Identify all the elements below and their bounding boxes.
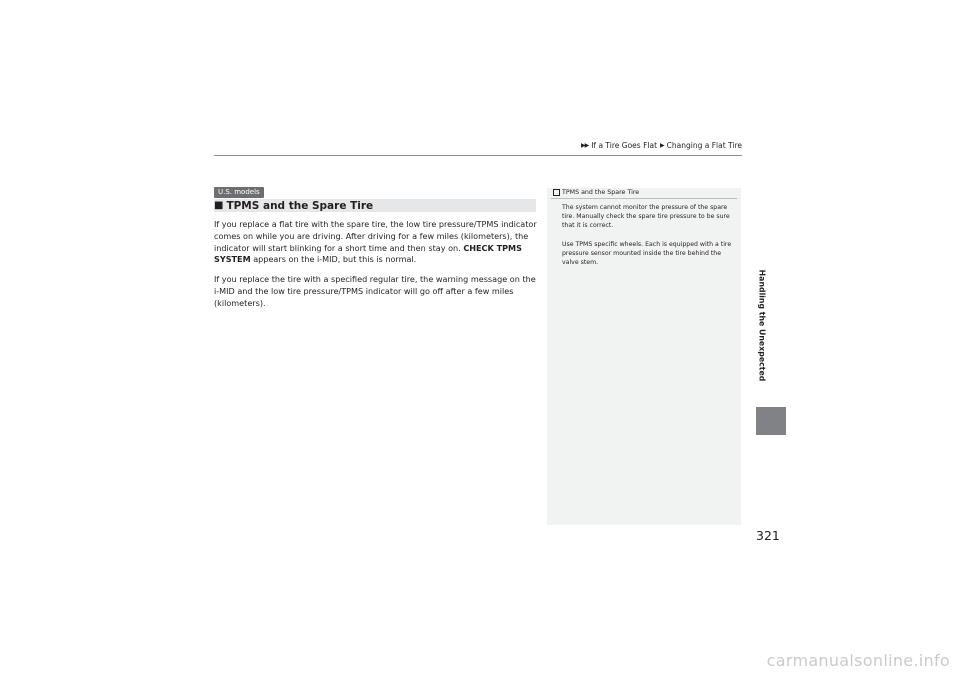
breadcrumb-item-flat-tire[interactable]: If a Tire Goes Flat — [591, 141, 658, 150]
p1-text-after: appears on the i-MID, but this is normal. — [253, 254, 417, 265]
page-number: 321 — [756, 528, 780, 543]
chapter-tab-label — [756, 250, 768, 400]
sidenote-paragraph-1: The system cannot monitor the pressure of the spare tire. Manually check the spare tire pressure to be sure that it is correct. — [562, 204, 730, 230]
reference-box-icon — [553, 189, 560, 196]
square-bullet-icon: ■ — [214, 200, 224, 211]
p1-text-before: If you replace a flat tire with the spare tire, the low tire pressure/TPMS indicator comes on while you are driving. After driving for a few miles (kilometers), the indicator will start blinking for a short time and then stay on. — [214, 219, 537, 253]
breadcrumb-arrow-icon: ▶ — [660, 142, 664, 149]
breadcrumb-arrow-icon: ▶▶ — [580, 142, 589, 149]
sidenote-paragraph-2: Use TPMS specific wheels. Each is equipped with a tire pressure sensor mounted inside the tire behind the valve stem. — [562, 240, 732, 267]
section-title: TPMS and the Spare Tire — [226, 199, 374, 212]
models-badge: U.S. models — [214, 187, 264, 198]
sidenote-body — [562, 203, 735, 267]
chapter-tab-text[interactable]: Handling the Unexpected — [757, 269, 767, 381]
p1-bold-message: CHECK TPMS SYSTEM — [214, 242, 522, 265]
watermark: carmanualsonline.info — [766, 651, 950, 670]
section-heading — [214, 199, 536, 212]
sidenote-panel — [547, 188, 741, 525]
chapter-tab-marker[interactable] — [756, 407, 786, 435]
sidenote-heading — [551, 188, 737, 199]
header-divider — [214, 155, 742, 156]
breadcrumb-item-changing[interactable]: Changing a Flat Tire — [666, 141, 742, 150]
body-paragraph-1 — [214, 219, 538, 266]
sidenote-heading-text[interactable]: TPMS and the Spare Tire — [562, 189, 640, 196]
body-paragraph-2: If you replace the tire with a specified regular tire, the warning message on the i-MID and the low tire pressure/TPMS indicator will go off after a few miles (kilometers). — [214, 274, 536, 308]
breadcrumb — [581, 141, 742, 150]
